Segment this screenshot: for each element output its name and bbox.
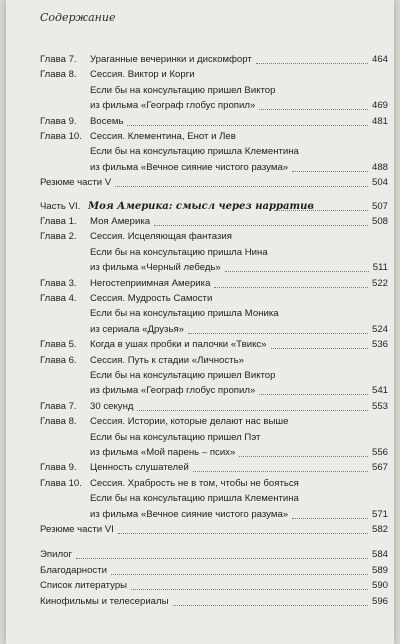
- entry-title: Эпилог: [40, 549, 72, 561]
- page-number: 589: [371, 564, 388, 576]
- part-title: Моя Америка: смысл через нарратив: [88, 200, 314, 212]
- leader-dots: [131, 589, 368, 590]
- leader-dots: [118, 533, 368, 534]
- leader-dots: [115, 186, 368, 187]
- leader-dots: [256, 63, 368, 64]
- chapter-number: Глава 3.: [40, 277, 77, 289]
- entry-title: Восемь: [90, 115, 124, 127]
- entry-title: Когда в ушах пробки и палочки «Твикс»: [90, 339, 267, 351]
- leader-dots: [214, 287, 368, 288]
- chapter-number: Глава 7.: [40, 400, 77, 412]
- entry-title: Если бы на консультацию пришла Клементина: [90, 493, 299, 505]
- leader-dots: [173, 605, 368, 606]
- entry-title: Если бы на консультацию пришла Нина: [90, 246, 268, 258]
- entry-title: Ценность слушателей: [90, 462, 189, 474]
- entry-title: 30 секунд: [90, 400, 134, 412]
- leader-dots: [188, 333, 368, 334]
- entry-title: Если бы на консультацию пришел Виктор: [90, 84, 276, 96]
- chapter-number: Глава 8.: [40, 416, 77, 428]
- page-number: 464: [371, 54, 388, 65]
- chapter-number: Глава 9.: [40, 462, 77, 474]
- chapter-number: Глава 1.: [40, 216, 77, 227]
- entry-title: Сессия. Клементина, Енот и Лев: [90, 131, 236, 142]
- leader-dots: [225, 271, 369, 272]
- chapter-number: Глава 4.: [40, 293, 77, 304]
- entry-title: из фильма «Вечное сияние чистого разума»: [90, 508, 289, 520]
- entry-title: Сессия. Путь к стадии «Личность»: [90, 354, 244, 366]
- entry-title: Если бы на консультацию пришла Клементина: [90, 146, 299, 158]
- chapter-number: Глава 9.: [40, 115, 77, 127]
- entry-title: из фильма «Черный лебедь»: [90, 262, 221, 274]
- page-number: 488: [371, 161, 388, 173]
- book-page: [6, 0, 394, 644]
- entry-title: из фильма «Мой парень – псих»: [90, 447, 236, 458]
- leader-dots: [154, 225, 368, 226]
- page-number: 582: [371, 524, 388, 535]
- chapter-number: Глава 5.: [40, 339, 77, 351]
- page-number: 571: [371, 508, 388, 520]
- page-number: 541: [371, 385, 388, 397]
- leader-dots: [259, 109, 368, 110]
- page-number: 590: [371, 580, 388, 592]
- entry-title: Если бы на консультацию пришел Пэт: [90, 431, 261, 443]
- page-header: Содержание: [40, 11, 116, 24]
- leader-dots: [259, 394, 368, 395]
- page-number: 596: [371, 595, 388, 607]
- leader-dots: [271, 348, 368, 349]
- entry-title: Моя Америка: [90, 216, 151, 227]
- entry-title: Негостеприимная Америка: [90, 277, 211, 289]
- entry-title: Благодарности: [40, 564, 107, 576]
- entry-title: Сессия. Истории, которые делают нас выше: [90, 416, 289, 428]
- page-number: 524: [371, 323, 388, 335]
- page-number: 584: [371, 549, 388, 561]
- entry-title: Сессия. Исцеляющая фантазия: [90, 231, 232, 243]
- page-number: 508: [371, 216, 388, 227]
- page-number: 536: [371, 339, 388, 351]
- page-number: 511: [372, 262, 388, 274]
- page-number: 469: [371, 100, 388, 112]
- entry-title: Ураганные вечеринки и дискомфорт: [90, 54, 252, 65]
- leader-dots: [239, 456, 368, 457]
- leader-dots: [292, 171, 368, 172]
- leader-dots: [137, 410, 368, 411]
- chapter-number: Глава 10.: [40, 131, 82, 142]
- page-number: 556: [371, 447, 388, 458]
- entry-title: из сериала «Друзья»: [90, 323, 184, 335]
- entry-title: Сессия. Мудрость Самости: [90, 293, 213, 304]
- leader-dots: [111, 574, 368, 575]
- leader-dots: [76, 558, 368, 559]
- entry-title: Если бы на консультацию пришла Моника: [90, 308, 279, 320]
- entry-title: Сессия. Храбрость не в том, чтобы не бояться: [90, 477, 299, 489]
- page-number: 553: [371, 400, 388, 412]
- entry-title: Список литературы: [40, 580, 128, 592]
- entry-title: Если бы на консультацию пришел Виктор: [90, 370, 276, 381]
- entry-title: из фильма «Географ глобус пропил»: [90, 100, 256, 112]
- leader-dots: [127, 125, 368, 126]
- page-number: 522: [371, 277, 388, 289]
- entry-title: из фильма «Географ глобус пропил»: [90, 385, 256, 397]
- entry-title: Сессия. Виктор и Корги: [90, 69, 195, 81]
- leader-dots: [274, 210, 368, 211]
- page-number: 507: [371, 200, 388, 212]
- page-number: 504: [371, 177, 388, 189]
- entry-title: из фильма «Вечное сияние чистого разума»: [90, 161, 289, 173]
- entry-title: Резюме части V: [40, 177, 112, 189]
- entry-title: Резюме части VI: [40, 524, 114, 535]
- chapter-number: Глава 2.: [40, 231, 77, 243]
- page-number: 567: [371, 462, 388, 474]
- chapter-number: Глава 7.: [40, 54, 77, 65]
- chapter-number: Глава 10.: [40, 477, 82, 489]
- leader-dots: [292, 518, 368, 519]
- page-number: 481: [371, 115, 388, 127]
- chapter-number: Глава 8.: [40, 69, 77, 81]
- chapter-number: Глава 6.: [40, 354, 77, 366]
- entry-title: Кинофильмы и телесериалы: [40, 595, 169, 607]
- part-number: Часть VI.: [40, 200, 81, 212]
- leader-dots: [193, 471, 368, 472]
